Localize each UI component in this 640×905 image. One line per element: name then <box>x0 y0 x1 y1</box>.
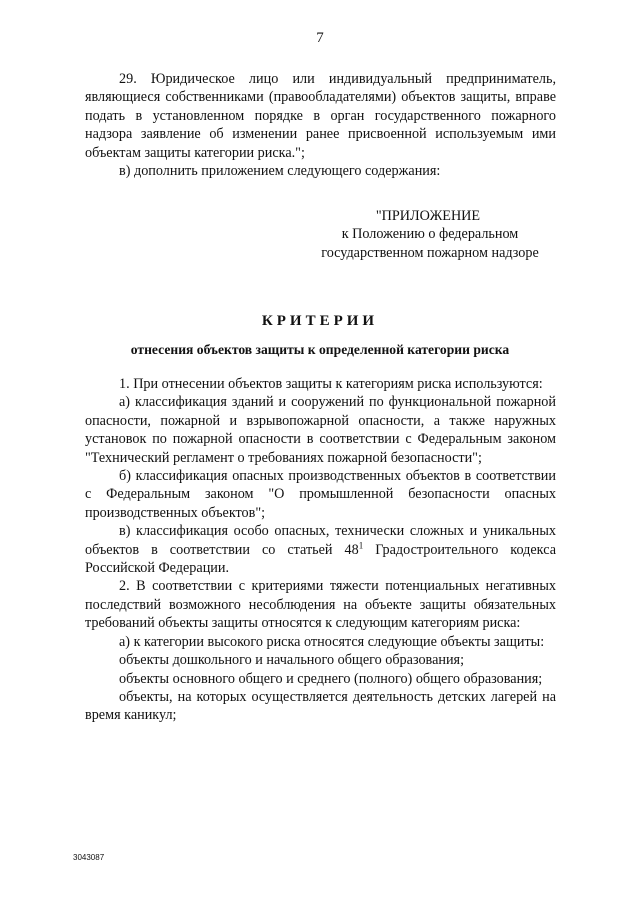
paragraph-29: 29. Юридическое лицо или индивидуальный предприниматель, являющиеся собственниками (правообладателями) объектов защиты, вправе подать в установленном порядке в орган государственного пожарного надзора заявление об изменении ранее присвоенной используемым ими объектам защиты категории риска."; <box>85 71 556 161</box>
criteria-subtitle: отнесения объектов защиты к определенной категории риска <box>130 342 510 357</box>
list-item: объекты дошкольного и начального общего образования; <box>119 652 465 669</box>
paragraph-1b: б) классификация опасных производственных объектов в соответствии с Федеральным законом "О промышленной безопасности опасных производственных объектов"; <box>85 468 556 521</box>
paragraph-add-appendix: в) дополнить приложением следующего содержания: <box>119 163 441 180</box>
criteria-title: КРИТЕРИИ <box>261 313 379 329</box>
criteria-body <box>85 375 556 725</box>
article-superscript: 1 <box>358 539 364 550</box>
appendix-line-1: к Положению о федеральном <box>341 226 519 243</box>
paragraph-2: 2. В соответствии с критериями тяжести потенциальных негативных последствий возможного несоблюдения на объекте защиты обязательных требований объекты защиты относятся к следующим категориям риска: <box>85 578 556 632</box>
paragraph-1c-tail: Градостроительного кодекса Российской Федерации. <box>85 541 556 577</box>
paragraph-1a: а) классификация зданий и сооружений по функциональной пожарной опасности, пожарной и взрывопожарной опасности, а также наружных установок по пожарной опасности в соответствии с Федеральным законом "Технический регламент о требованиях пожарной безопасности"; <box>85 394 556 466</box>
appendix-line-2: государственном пожарном надзоре <box>321 244 539 261</box>
paragraph-1: 1. При отнесении объектов защиты к категориям риска используются: <box>119 376 543 392</box>
top-text-block <box>85 70 556 180</box>
list-item: объекты основного общего и среднего (полного) общего образования; <box>119 670 543 687</box>
document-code: 3043087 <box>73 853 105 862</box>
paragraph-1c-text: в) классификация особо опасных, технически сложных и уникальных объектов в соответствии со статьей 48 <box>85 523 556 558</box>
appendix-header <box>300 207 560 262</box>
page-number: 7 <box>316 30 324 46</box>
appendix-title: "ПРИЛОЖЕНИЕ <box>375 208 481 224</box>
list-item: объекты, на которых осуществляется деятельность детских лагерей на время каникул; <box>85 688 556 724</box>
paragraph-2a: а) к категории высокого риска относятся следующие объекты защиты: <box>119 633 545 650</box>
paragraph-1c <box>85 522 556 577</box>
